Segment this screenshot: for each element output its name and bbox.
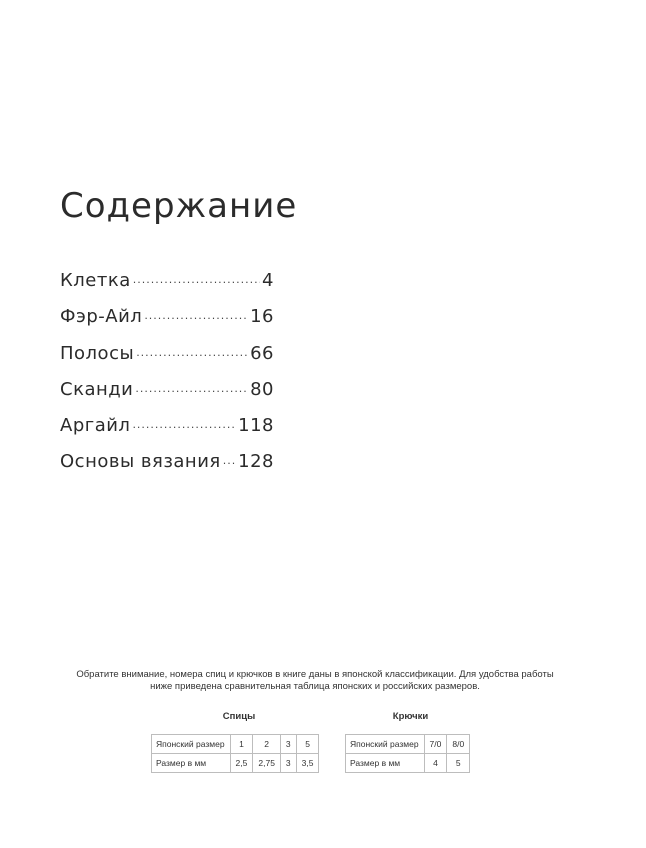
dot-leader: [135, 385, 248, 398]
table-cell: 3: [280, 754, 296, 773]
table-row: [346, 754, 470, 773]
toc-entry-label: Полосы: [60, 342, 135, 364]
table-cell: 1: [230, 735, 253, 754]
toc-entry-label: Клетка: [60, 270, 131, 291]
row-header: Размер в мм: [346, 754, 425, 773]
size-note: [60, 669, 570, 693]
dot-leader: [136, 349, 248, 362]
table-cell: 5: [447, 754, 470, 773]
needle-size-table: [151, 734, 319, 773]
dot-leader: [223, 457, 236, 470]
table-cell: 5: [296, 735, 319, 754]
toc-entry[interactable]: [60, 270, 274, 306]
toc-entry-label: Сканди: [60, 378, 134, 400]
table-cell: 3,5: [296, 754, 319, 773]
table-cell: 2: [253, 735, 281, 754]
toc-entry[interactable]: [60, 415, 274, 451]
toc-entry[interactable]: [60, 343, 274, 379]
table-cell: 3: [280, 735, 296, 754]
toc-entry[interactable]: [60, 379, 274, 415]
toc-entry[interactable]: [60, 306, 274, 342]
table-row: [346, 735, 470, 754]
table-cell: 2,75: [253, 754, 281, 773]
toc-entry-page: 66: [250, 342, 274, 364]
toc-entry-label: Аргайл: [60, 415, 131, 437]
page-title: Содержание: [60, 186, 298, 226]
toc-entry[interactable]: [60, 451, 274, 487]
table-row: [152, 735, 319, 754]
table-cell: 7/0: [424, 735, 447, 754]
table-cell: 4: [424, 754, 447, 773]
size-note-line: Обратите внимание, номера спиц и крючков в книге даны в японской классификации. Для удобства работы: [76, 669, 554, 680]
toc-entry-label: Основы вязания: [60, 451, 221, 473]
hook-table-caption: Крючки: [392, 711, 429, 722]
hook-size-table: [345, 734, 470, 773]
toc-entry-page: 128: [238, 451, 274, 473]
row-header: Размер в мм: [152, 754, 231, 773]
hook-size-block: [345, 711, 476, 773]
dot-leader: [132, 421, 236, 434]
toc-entry-page: 118: [238, 415, 274, 437]
table-cell: 2,5: [230, 754, 253, 773]
toc-entry-page: 80: [250, 378, 274, 400]
table-cell: 8/0: [447, 735, 470, 754]
size-note-line: ниже приведена сравнительная таблица японских и российских размеров.: [150, 681, 480, 692]
table-of-contents: [60, 270, 274, 488]
dot-leader: [133, 276, 260, 289]
toc-entry-page: 16: [250, 306, 274, 328]
needle-table-caption: Спицы: [222, 711, 256, 722]
row-header: Японский размер: [346, 735, 425, 754]
toc-entry-page: 4: [262, 270, 274, 291]
dot-leader: [144, 312, 248, 325]
toc-entry-label: Фэр-Айл: [60, 306, 143, 328]
table-row: [152, 754, 319, 773]
row-header: Японский размер: [152, 735, 231, 754]
needle-size-block: [151, 711, 327, 773]
